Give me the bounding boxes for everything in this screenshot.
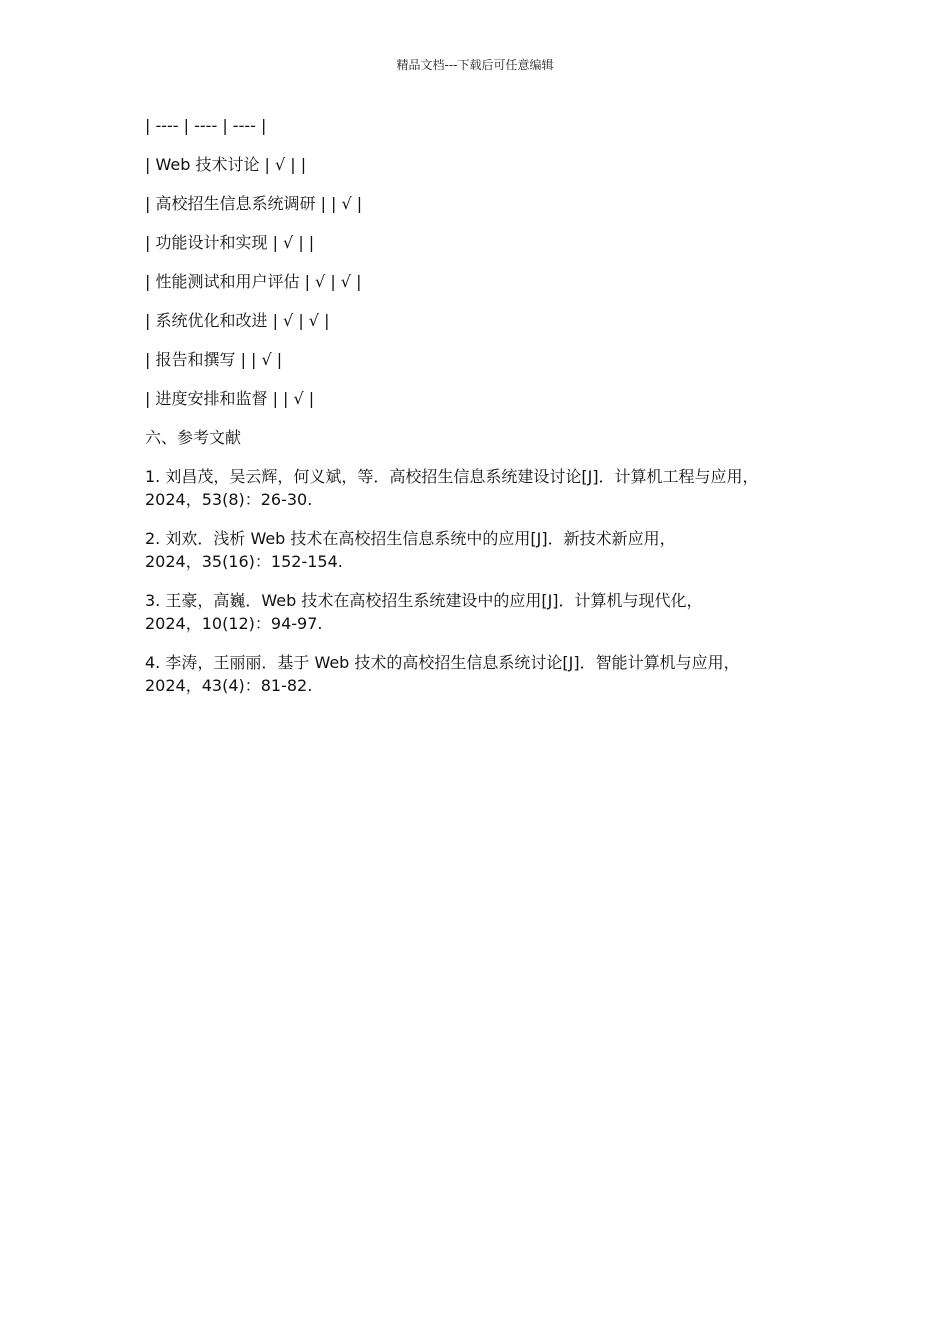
reference-item xyxy=(145,589,825,635)
table-row: | 系统优化和改进 | √ | √ | xyxy=(145,311,330,330)
reference-line: 2. 刘欢．浅析 Web 技术在高校招生信息系统中的应用[J]．新技术新应用， xyxy=(145,529,676,548)
reference-item xyxy=(145,527,825,573)
section-heading-references: 六、参考文献 xyxy=(145,428,242,447)
reference-item xyxy=(145,651,825,697)
table-row: | 功能设计和实现 | √ | | xyxy=(145,233,315,252)
table-row: | ---- | ---- | ---- | xyxy=(145,116,267,135)
reference-line: 4. 李涛，王丽丽．基于 Web 技术的高校招生信息系统讨论[J]．智能计算机与应用， xyxy=(145,653,740,672)
markdown-table xyxy=(145,114,825,410)
reference-line: 2024，53(8)：26-30. xyxy=(145,490,313,509)
table-row: | 性能测试和用户评估 | √ | √ | xyxy=(145,272,362,291)
table-row: | 高校招生信息系统调研 | | √ | xyxy=(145,194,363,213)
reference-line: 2024，10(12)：94-97. xyxy=(145,614,323,633)
reference-line: 3. 王豪，高巍．Web 技术在高校招生系统建设中的应用[J]．计算机与现代化， xyxy=(145,591,703,610)
page-header: 精品文档---下载后可任意编辑 xyxy=(396,58,554,72)
reference-line: 1. 刘昌茂，吴云辉，何义斌，等．高校招生信息系统建设讨论[J]．计算机工程与应用， xyxy=(145,467,759,486)
reference-line: 2024，35(16)：152-154. xyxy=(145,552,343,571)
table-row: | Web 技术讨论 | √ | | xyxy=(145,155,307,174)
reference-item xyxy=(145,465,825,511)
table-row: | 进度安排和监督 | | √ | xyxy=(145,389,315,408)
table-row: | 报告和撰写 | | √ | xyxy=(145,350,283,369)
reference-list xyxy=(145,465,825,697)
reference-line: 2024，43(4)：81-82. xyxy=(145,676,313,695)
document-body xyxy=(145,114,825,713)
